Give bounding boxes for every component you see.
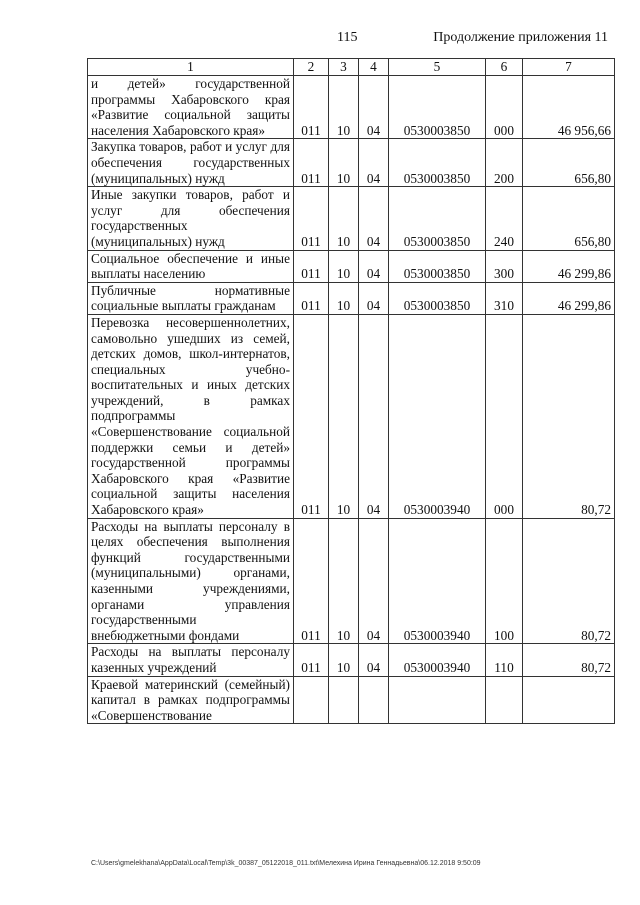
amount-cell: 656,80 (523, 139, 615, 187)
ministry-code-cell: 011 (294, 314, 329, 518)
amount-cell: 80,72 (523, 518, 615, 644)
row-name-cell: и детей» государственной программы Хабаровского края «Развитие социальной защиты населения Хабаровского края» (88, 76, 294, 139)
column-header: 1 (88, 59, 294, 76)
target-article-cell: 0530003850 (389, 282, 486, 314)
amount-cell: 46 956,66 (523, 76, 615, 139)
target-article-cell: 0530003940 (389, 644, 486, 676)
expense-type-cell: 240 (486, 187, 523, 250)
table-row (88, 676, 615, 724)
subsection-cell: 04 (359, 76, 389, 139)
column-header: 4 (359, 59, 389, 76)
section-cell: 10 (329, 187, 359, 250)
ministry-code-cell: 011 (294, 644, 329, 676)
file-path-footer: C:\Users\gmelekhana\AppData\Local\Temp\3k_00387_05122018_011.txt\Мелехина Ирина Геннадьевна\06.12.2018 9:50:09 (91, 860, 481, 867)
amount-cell: 46 299,86 (523, 282, 615, 314)
table-row (88, 76, 615, 139)
row-name-cell: Краевой материнский (семейный) капитал в рамках подпрограммы «Совершенствование (88, 676, 294, 724)
ministry-code-cell: 011 (294, 250, 329, 282)
section-cell (329, 676, 359, 724)
column-header: 5 (389, 59, 486, 76)
row-name-cell: Социальное обеспечение и иные выплаты населению (88, 250, 294, 282)
expense-type-cell: 000 (486, 76, 523, 139)
table-row (88, 644, 615, 676)
table-row (88, 518, 615, 644)
expense-type-cell: 100 (486, 518, 523, 644)
expense-type-cell: 300 (486, 250, 523, 282)
target-article-cell: 0530003940 (389, 518, 486, 644)
subsection-cell: 04 (359, 187, 389, 250)
ministry-code-cell (294, 676, 329, 724)
subsection-cell: 04 (359, 314, 389, 518)
target-article-cell: 0530003940 (389, 314, 486, 518)
subsection-cell: 04 (359, 518, 389, 644)
amount-cell: 80,72 (523, 314, 615, 518)
section-cell: 10 (329, 139, 359, 187)
table-row (88, 187, 615, 250)
row-name-cell: Расходы на выплаты персоналу казенных учреждений (88, 644, 294, 676)
column-header: 2 (294, 59, 329, 76)
table-row (88, 139, 615, 187)
target-article-cell: 0530003850 (389, 250, 486, 282)
row-name-cell: Расходы на выплаты персоналу в целях обеспечения выполнения функций государственными (муниципальными) органами, казенными учреждениями, органами управления государственными внебюджетными фондами (88, 518, 294, 644)
table-row (88, 282, 615, 314)
table-row (88, 314, 615, 518)
expense-type-cell: 310 (486, 282, 523, 314)
table-header-row (88, 59, 615, 76)
amount-cell: 80,72 (523, 644, 615, 676)
ministry-code-cell: 011 (294, 187, 329, 250)
amount-cell: 46 299,86 (523, 250, 615, 282)
section-cell: 10 (329, 314, 359, 518)
target-article-cell: 0530003850 (389, 76, 486, 139)
target-article-cell (389, 676, 486, 724)
expense-type-cell (486, 676, 523, 724)
amount-cell (523, 676, 615, 724)
page-number: 115 (337, 30, 358, 45)
subsection-cell: 04 (359, 250, 389, 282)
expense-type-cell: 000 (486, 314, 523, 518)
table-row (88, 250, 615, 282)
section-cell: 10 (329, 518, 359, 644)
subsection-cell: 04 (359, 644, 389, 676)
column-header: 7 (523, 59, 615, 76)
row-name-cell: Закупка товаров, работ и услуг для обеспечения государственных (муниципальных) нужд (88, 139, 294, 187)
subsection-cell (359, 676, 389, 724)
subsection-cell: 04 (359, 139, 389, 187)
ministry-code-cell: 011 (294, 139, 329, 187)
amount-cell: 656,80 (523, 187, 615, 250)
target-article-cell: 0530003850 (389, 139, 486, 187)
row-name-cell: Иные закупки товаров, работ и услуг для обеспечения государственных (муниципальных) нужд (88, 187, 294, 250)
row-name-cell: Перевозка несовершеннолетних, самовольно ушедших из семей, детских домов, школ-интернатов, специальных учебно-воспитательных и иных детских учреждений, в рамках подпрограммы «Совершенствование социальной поддержки семьи и детей» государственной программы Хабаровского края «Развитие социальной защиты населения Хабаровского края» (88, 314, 294, 518)
section-cell: 10 (329, 76, 359, 139)
subsection-cell: 04 (359, 282, 389, 314)
target-article-cell: 0530003850 (389, 187, 486, 250)
row-name-cell: Публичные нормативные социальные выплаты гражданам (88, 282, 294, 314)
ministry-code-cell: 011 (294, 76, 329, 139)
section-cell: 10 (329, 282, 359, 314)
appendix-continuation-label: Продолжение приложения 11 (433, 30, 608, 45)
ministry-code-cell: 011 (294, 518, 329, 644)
appendix-table (87, 58, 615, 724)
section-cell: 10 (329, 250, 359, 282)
expense-type-cell: 200 (486, 139, 523, 187)
column-header: 6 (486, 59, 523, 76)
ministry-code-cell: 011 (294, 282, 329, 314)
column-header: 3 (329, 59, 359, 76)
section-cell: 10 (329, 644, 359, 676)
expense-type-cell: 110 (486, 644, 523, 676)
